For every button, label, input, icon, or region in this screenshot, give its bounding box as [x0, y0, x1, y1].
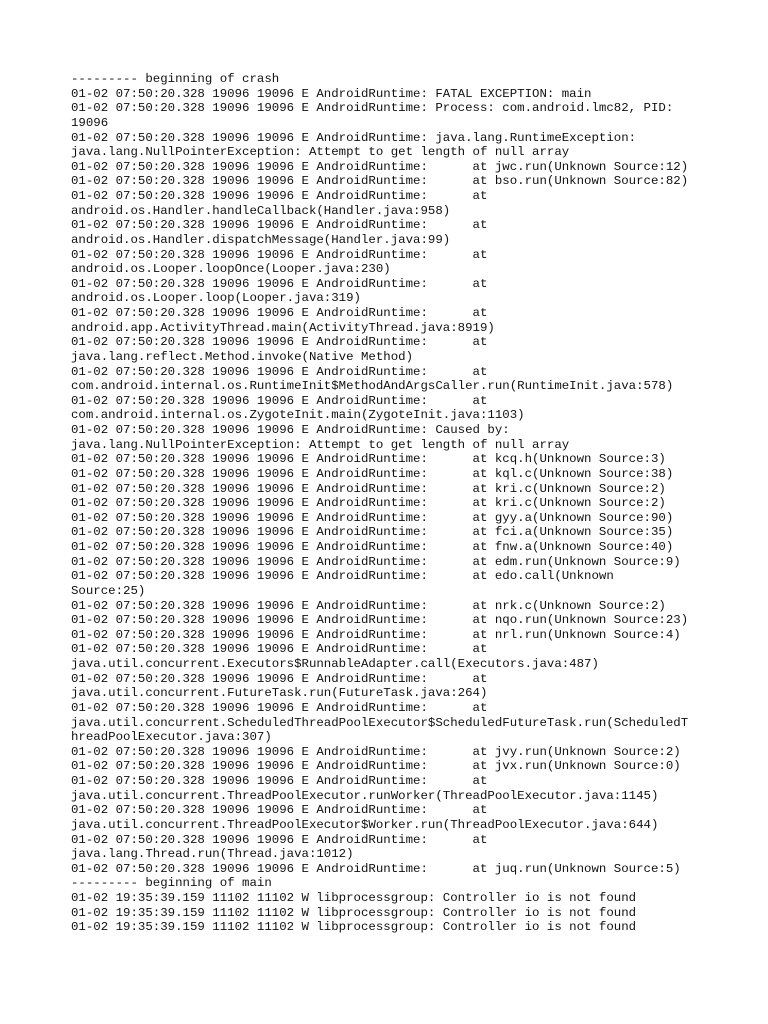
log-line: 01-02 07:50:20.328 19096 19096 E AndroidRuntime: at edo.call(Unknown — [71, 569, 614, 584]
log-line: 01-02 19:35:39.159 11102 11102 W libprocessgroup: Controller io is not found — [71, 905, 637, 920]
log-line: 01-02 07:50:20.328 19096 19096 E AndroidRuntime: at — [71, 642, 488, 657]
log-line: 01-02 07:50:20.328 19096 19096 E AndroidRuntime: at jwc.run(Unknown Source:12) — [71, 159, 689, 174]
log-line: 01-02 07:50:20.328 19096 19096 E AndroidRuntime: at edm.run(Unknown Source:9) — [71, 554, 681, 569]
log-line: android.os.Handler.dispatchMessage(Handler.java:99) — [71, 232, 451, 247]
log-line: 01-02 07:50:20.328 19096 19096 E AndroidRuntime: java.lang.RuntimeException: — [71, 130, 637, 145]
log-line: java.util.concurrent.FutureTask.run(FutureTask.java:264) — [71, 686, 488, 701]
log-line: 01-02 07:50:20.328 19096 19096 E AndroidRuntime: at fnw.a(Unknown Source:40) — [71, 540, 674, 554]
log-line: java.util.concurrent.ScheduledThreadPoolExecutor$ScheduledFutureTask.run(ScheduledT — [71, 715, 689, 730]
log-line: com.android.internal.os.ZygoteInit.main(ZygoteInit.java:1103) — [71, 408, 525, 423]
log-line: 01-02 07:50:20.328 19096 19096 E AndroidRuntime: at — [71, 774, 488, 788]
log-line: 01-02 07:50:20.328 19096 19096 E AndroidRuntime: at — [71, 247, 488, 262]
log-line: 01-02 07:50:20.328 19096 19096 E AndroidRuntime: at — [71, 803, 488, 818]
log-line: android.app.ActivityThread.main(ActivityThread.java:8919) — [71, 320, 495, 335]
log-line: 01-02 07:50:20.328 19096 19096 E AndroidRuntime: at — [71, 189, 488, 203]
log-line: 01-02 07:50:20.328 19096 19096 E AndroidRuntime: at juq.run(Unknown Source:5) — [71, 861, 681, 876]
log-line: 01-02 07:50:20.328 19096 19096 E AndroidRuntime: at — [71, 671, 488, 686]
log-line: Source:25) — [71, 583, 146, 598]
log-line: 01-02 07:50:20.328 19096 19096 E AndroidRuntime: at jvx.run(Unknown Source:0) — [71, 759, 681, 774]
log-line: 01-02 07:50:20.328 19096 19096 E AndroidRuntime: at kri.c(Unknown Source:2) — [71, 481, 666, 496]
log-line: 01-02 07:50:20.328 19096 19096 E AndroidRuntime: at nrk.c(Unknown Source:2) — [71, 598, 666, 613]
log-line: android.os.Looper.loopOnce(Looper.java:230) — [71, 262, 391, 277]
log-line: 01-02 07:50:20.328 19096 19096 E AndroidRuntime: at kql.c(Unknown Source:38) — [71, 466, 674, 481]
log-line: 01-02 07:50:20.328 19096 19096 E AndroidRuntime: FATAL EXCEPTION: main — [71, 86, 592, 101]
log-line: 01-02 07:50:20.328 19096 19096 E AndroidRuntime: Caused by: — [71, 423, 510, 437]
log-line: 01-02 07:50:20.328 19096 19096 E AndroidRuntime: at jvy.run(Unknown Source:2) — [71, 744, 681, 759]
log-line: 01-02 07:50:20.328 19096 19096 E AndroidRuntime: at — [71, 700, 488, 715]
log-line: hreadPoolExecutor.java:307) — [71, 730, 272, 745]
log-line: 01-02 07:50:20.328 19096 19096 E AndroidRuntime: at fci.a(Unknown Source:35) — [71, 525, 674, 540]
log-line: --------- beginning of main — [71, 876, 272, 891]
log-line: 01-02 07:50:20.328 19096 19096 E AndroidRuntime: at — [71, 832, 488, 847]
log-line: 01-02 07:50:20.328 19096 19096 E AndroidRuntime: Process: com.android.lmc82, PID: — [71, 101, 674, 116]
log-line: android.os.Handler.handleCallback(Handler.java:958) — [71, 203, 451, 218]
log-line: java.util.concurrent.ThreadPoolExecutor$Worker.run(ThreadPoolExecutor.java:644) — [71, 817, 659, 832]
log-line: 01-02 07:50:20.328 19096 19096 E AndroidRuntime: at kri.c(Unknown Source:2) — [71, 496, 666, 511]
log-line: java.lang.NullPointerException: Attempt to get length of null array — [71, 145, 570, 160]
log-line: --------- beginning of crash — [71, 72, 280, 86]
log-line: 01-02 07:50:20.328 19096 19096 E AndroidRuntime: at — [71, 364, 488, 379]
log-line: 01-02 19:35:39.159 11102 11102 W libprocessgroup: Controller io is not found — [71, 891, 637, 905]
log-line: 01-02 07:50:20.328 19096 19096 E AndroidRuntime: at gyy.a(Unknown Source:90) — [71, 510, 674, 525]
log-document — [71, 72, 711, 935]
log-line: 01-02 07:50:20.328 19096 19096 E AndroidRuntime: at — [71, 276, 488, 291]
log-line: 01-02 19:35:39.159 11102 11102 W libprocessgroup: Controller io is not found — [71, 920, 637, 935]
log-line: com.android.internal.os.RuntimeInit$MethodAndArgsCaller.run(RuntimeInit.java:578) — [71, 379, 674, 394]
log-line: 01-02 07:50:20.328 19096 19096 E AndroidRuntime: at kcq.h(Unknown Source:3) — [71, 452, 666, 467]
log-line: android.os.Looper.loop(Looper.java:319) — [71, 291, 361, 306]
log-line: 19096 — [71, 115, 109, 130]
log-line: java.util.concurrent.Executors$RunnableAdapter.call(Executors.java:487) — [71, 657, 599, 671]
log-line: java.lang.reflect.Method.invoke(Native Method) — [71, 349, 414, 364]
log-line: 01-02 07:50:20.328 19096 19096 E AndroidRuntime: at nrl.run(Unknown Source:4) — [71, 627, 681, 642]
log-line: 01-02 07:50:20.328 19096 19096 E AndroidRuntime: at nqo.run(Unknown Source:23) — [71, 613, 689, 628]
log-line: java.lang.Thread.run(Thread.java:1012) — [71, 847, 354, 862]
log-line: 01-02 07:50:20.328 19096 19096 E AndroidRuntime: at — [71, 335, 488, 350]
log-line: 01-02 07:50:20.328 19096 19096 E AndroidRuntime: at — [71, 218, 488, 233]
log-line: 01-02 07:50:20.328 19096 19096 E AndroidRuntime: at — [71, 306, 488, 320]
log-line: 01-02 07:50:20.328 19096 19096 E AndroidRuntime: at bso.run(Unknown Source:82) — [71, 174, 689, 189]
log-line: java.util.concurrent.ThreadPoolExecutor.runWorker(ThreadPoolExecutor.java:1145) — [71, 788, 659, 803]
log-line: 01-02 07:50:20.328 19096 19096 E AndroidRuntime: at — [71, 393, 488, 408]
log-line: java.lang.NullPointerException: Attempt to get length of null array — [71, 437, 570, 452]
